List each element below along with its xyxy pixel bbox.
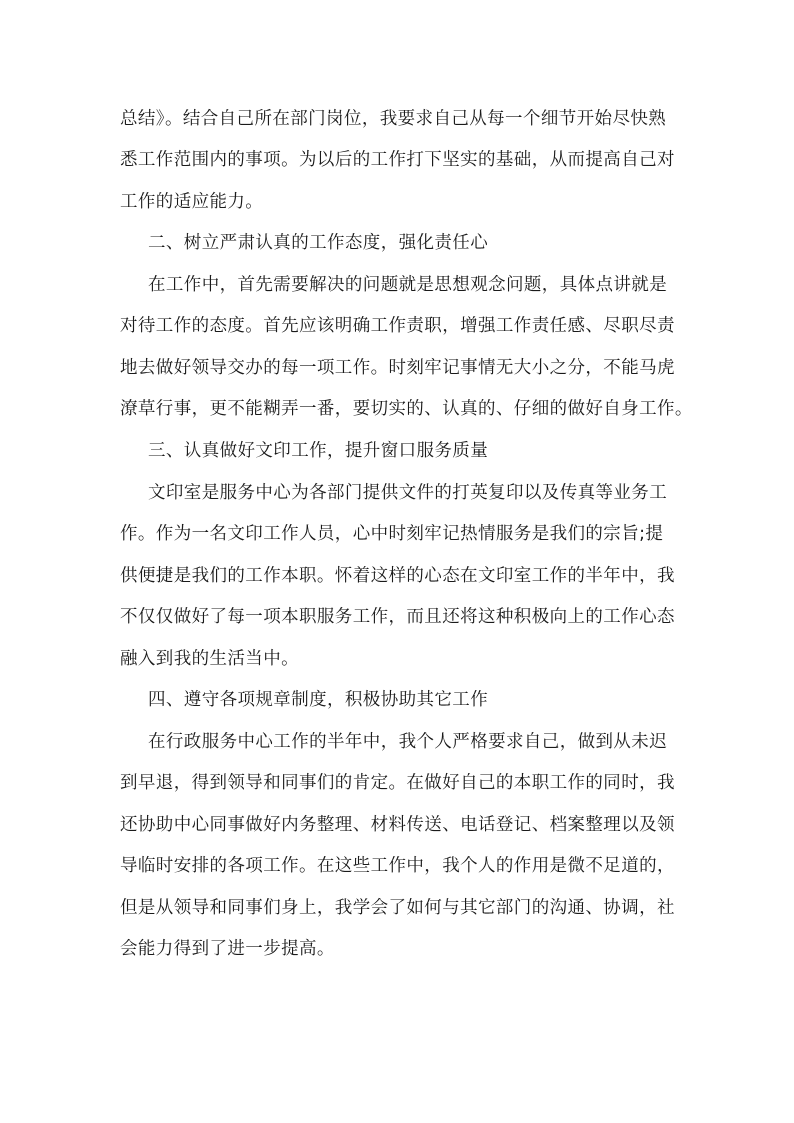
paragraph-line: 作。作为一名文印工作人员，心中时刻牢记热情服务是我们的宗旨;提 xyxy=(120,524,664,544)
paragraph-line: 地去做好领导交办的每一项工作。时刻牢记事情无大小之分，不能马虎 xyxy=(120,358,675,378)
paragraph-line: 潦草行事，更不能糊弄一番，要切实的、认真的、仔细的做好自身工作。 xyxy=(120,399,693,419)
paragraph-line: 但是从领导和同事们身上，我学会了如何与其它部门的沟通、协调，社 xyxy=(120,898,675,918)
section-heading: 三、认真做好文印工作，提升窗口服务质量 xyxy=(148,441,489,461)
paragraph-line: 到早退，得到领导和同事们的肯定。在做好自己的本职工作的同时，我 xyxy=(120,773,675,793)
paragraph-line: 工作的适应能力。 xyxy=(120,192,264,212)
paragraph-line: 在工作中，首先需要解决的问题就是思想观念问题，具体点讲就是 xyxy=(148,275,668,295)
paragraph-line: 在行政服务中心工作的半年中，我个人严格要求自己，做到从未迟 xyxy=(148,732,668,752)
paragraph-line: 总结》。结合自己所在部门岗位，我要求自己从每一个细节开始尽快熟 xyxy=(120,109,667,129)
paragraph-line: 融入到我的生活当中。 xyxy=(120,649,299,669)
paragraph-line: 还协助中心同事做好内务整理、材料传送、电话登记、档案整理以及领 xyxy=(120,815,675,835)
paragraph-line: 供便捷是我们的工作本职。怀着这样的心态在文印室工作的半年中，我 xyxy=(120,566,675,586)
paragraph-line: 导临时安排的各项工作。在这些工作中，我个人的作用是微不足道的， xyxy=(120,856,675,876)
paragraph-line: 不仅仅做好了每一项本职服务工作，而且还将这种积极向上的工作心态 xyxy=(120,607,675,627)
paragraph-line: 会能力得到了进一步提高。 xyxy=(120,939,335,959)
section-heading: 二、树立严肃认真的工作态度，强化责任心 xyxy=(148,233,489,253)
paragraph-line: 悉工作范围内的事项。为以后的工作打下坚实的基础，从而提高自己对 xyxy=(120,150,675,170)
paragraph-line: 对待工作的态度。首先应该明确工作责职，增强工作责任感、尽职尽责 xyxy=(120,316,675,336)
section-heading: 四、遵守各项规章制度，积极协助其它工作 xyxy=(148,690,489,710)
paragraph-line: 文印室是服务中心为各部门提供文件的打英复印以及传真等业务工 xyxy=(148,483,668,503)
